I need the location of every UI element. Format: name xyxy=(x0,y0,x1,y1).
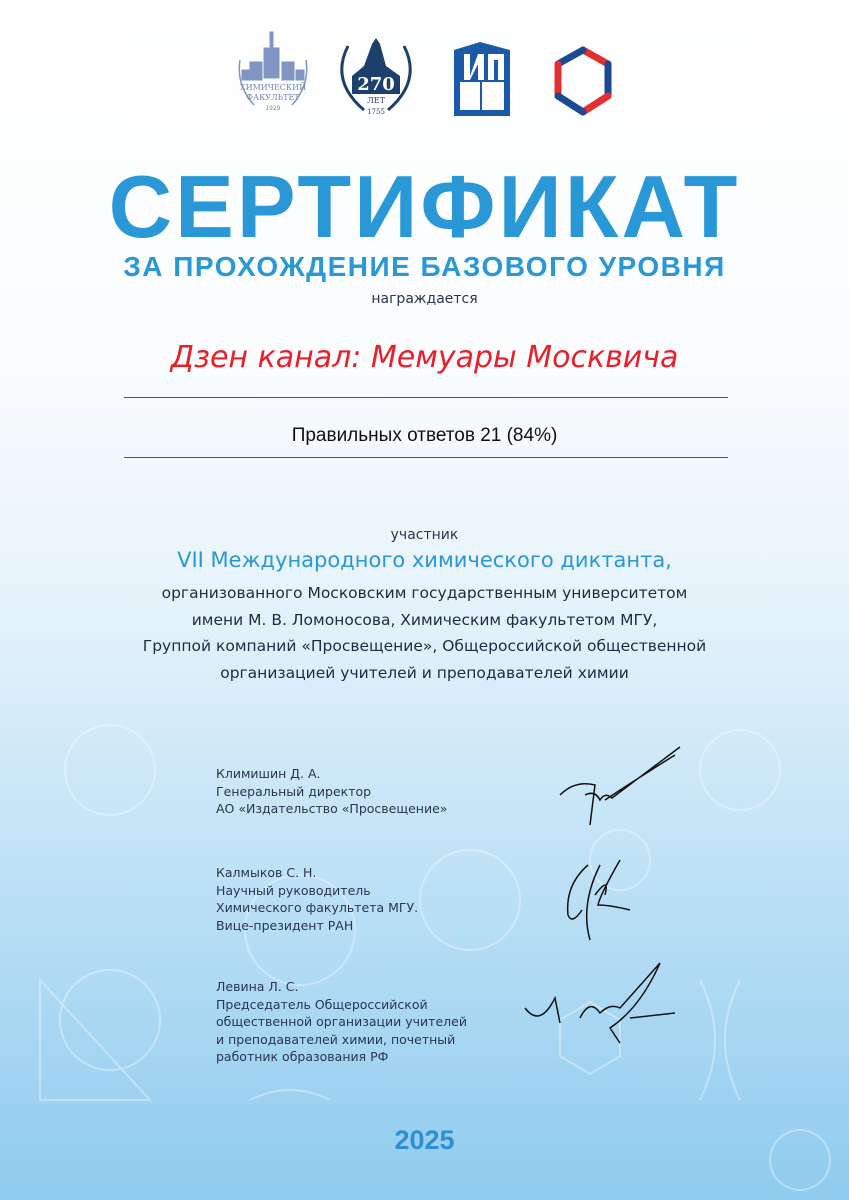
signer-title: Вице-президент РАН xyxy=(216,917,354,933)
certificate-year: 2025 xyxy=(394,1125,455,1155)
divider xyxy=(124,457,728,458)
signer-name: Климишин Д. А. xyxy=(216,766,321,781)
signer-title: Химического факультета МГУ. xyxy=(216,900,419,915)
signature-klimishin xyxy=(555,745,685,830)
signer-title: Научный руководитель xyxy=(216,882,371,898)
recipient-name: Дзен канал: Мемуары Москвича xyxy=(170,340,679,375)
prosveshchenie-logo xyxy=(452,42,512,118)
logo-text: ЛЕТ xyxy=(367,96,385,105)
msu-270-years-logo xyxy=(334,36,418,116)
partner-logos xyxy=(0,30,849,125)
signer-name: Левина Л. С. xyxy=(216,979,299,994)
result-text: Правильных ответов 21 (84%) xyxy=(291,425,558,446)
logo-text: 270 xyxy=(357,74,395,95)
organizers-line: Группой компаний «Просвещение», Общероссийской общественной xyxy=(142,637,707,655)
signer-kalmykov xyxy=(216,864,418,934)
signature-levina xyxy=(520,958,680,1048)
signature-kalmykov xyxy=(560,855,640,945)
logo-text: ХИМИЧЕСКИЙ xyxy=(239,83,307,92)
organizers-line: имени М. В. Ломоносова, Химическим факультетом МГУ, xyxy=(191,610,658,629)
logo-text: 1755 xyxy=(367,108,385,116)
signer-name: Калмыков С. Н. xyxy=(216,865,317,880)
logo-text: 1929 xyxy=(265,105,281,112)
logo-text: ФАКУЛЬТЕТ xyxy=(246,93,300,102)
signer-title: работник образования РФ xyxy=(216,1049,389,1064)
organizers-text xyxy=(0,580,849,686)
organizers-line: организацией учителей и преподавателей химии xyxy=(220,663,629,682)
awarded-label: награждается xyxy=(371,291,478,307)
organizers-line: организованного Московским государственным университетом xyxy=(161,584,688,602)
teachers-organization-logo xyxy=(548,44,618,120)
certificate-title: СЕРТИФИКАТ xyxy=(108,157,741,256)
divider xyxy=(124,397,728,398)
signer-title: Генеральный директор xyxy=(216,783,372,799)
chemistry-background-pattern xyxy=(0,600,849,1200)
signer-title: АО «Издательство «Просвещение» xyxy=(216,801,448,816)
signer-klimishin xyxy=(216,765,447,818)
event-name: VII Международного химического диктанта, xyxy=(177,548,672,572)
signer-title: и преподавателей химии, почетный xyxy=(216,1031,456,1047)
chemistry-faculty-logo xyxy=(236,30,310,116)
signer-title: общественной организации учителей xyxy=(216,1014,467,1029)
certificate-subtitle: ЗА ПРОХОЖДЕНИЕ БАЗОВОГО УРОВНЯ xyxy=(123,251,726,282)
signer-levina xyxy=(216,978,467,1066)
participant-label: участник xyxy=(390,527,459,543)
signer-title: Председатель Общероссийской xyxy=(216,996,428,1012)
